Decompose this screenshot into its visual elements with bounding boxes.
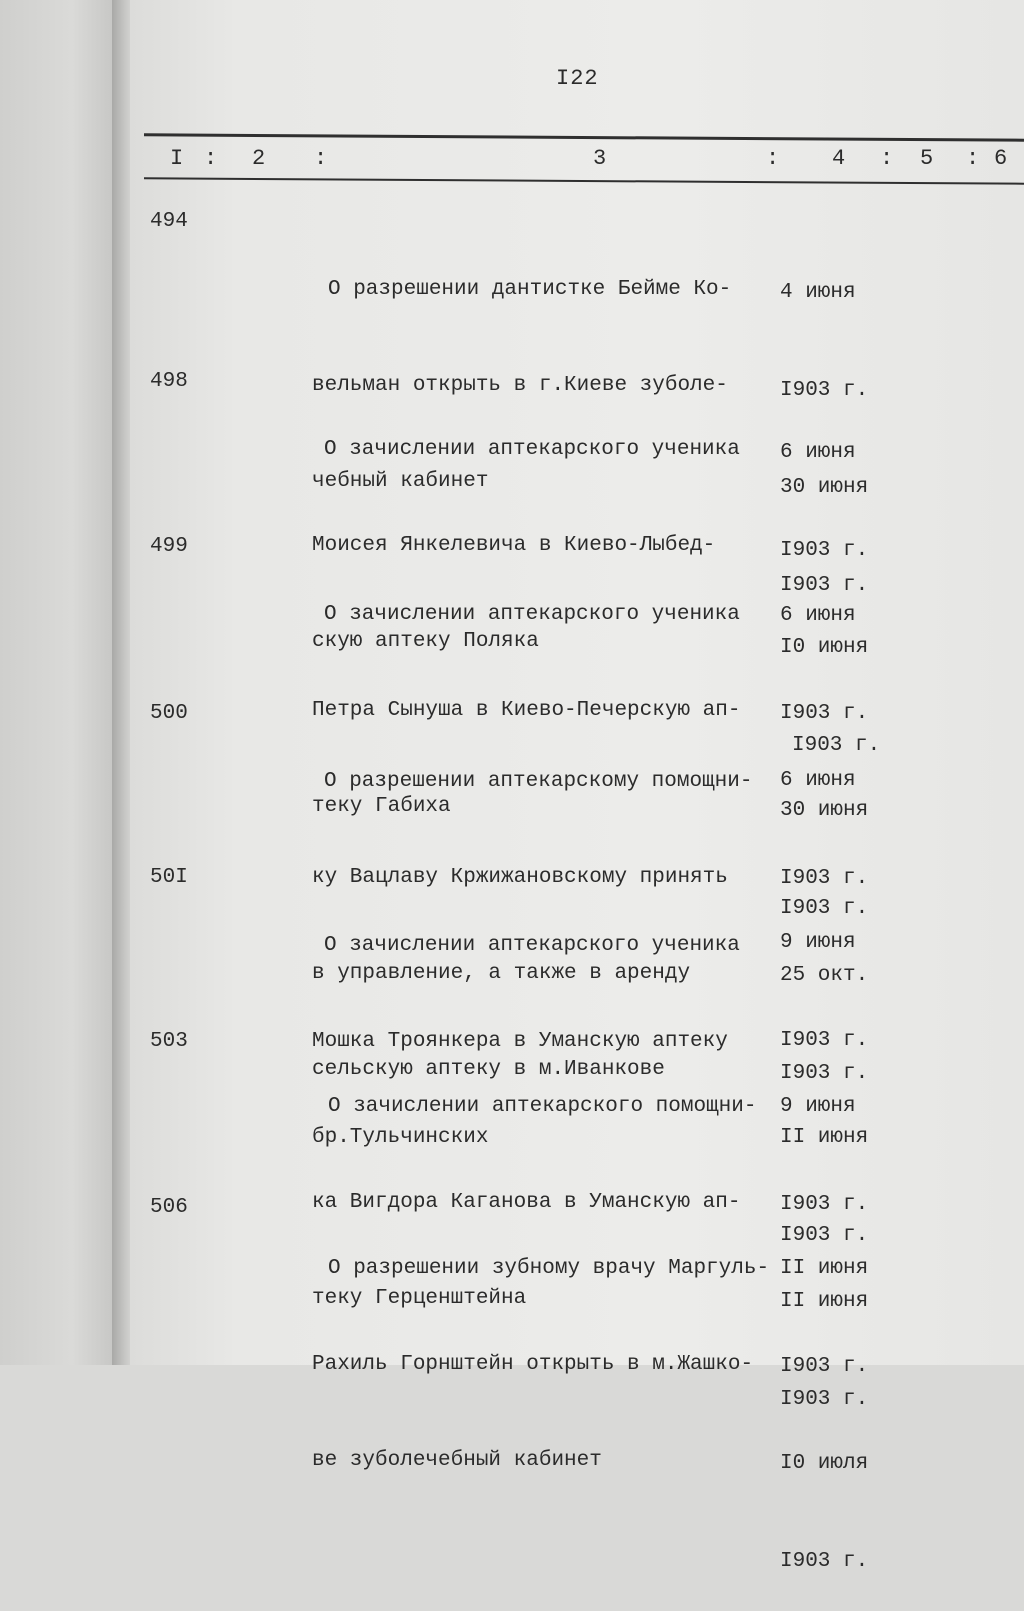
date-end: 30 июня [780, 476, 869, 499]
description-line: Рахиль Горнштейн открыть в м.Жашко- [312, 1353, 754, 1376]
description-line: сельскую аптеку в м.Иванкове [312, 1058, 665, 1081]
description-line: О разрешении зубному врачу Маргуль- [328, 1257, 770, 1280]
date-end-year: I903 г. [780, 1061, 869, 1085]
date-start-year: I903 г. [780, 1028, 869, 1052]
date-start-year: I903 г. [780, 1354, 869, 1378]
page-number: I22 [556, 66, 599, 91]
description-line: скую аптеку Поляка [312, 630, 539, 653]
description-line: О зачислении аптекарского ученика [324, 934, 740, 957]
date-start: 6 июня [780, 604, 856, 627]
column-header-separator: : [966, 146, 980, 171]
date-start-year: I903 г. [780, 538, 869, 562]
date-end: II июня [780, 1126, 869, 1149]
description-line: О зачислении аптекарского помощни- [328, 1095, 757, 1118]
description-line: бр.Тульчинских [312, 1126, 489, 1149]
column-header-separator: : [314, 146, 328, 171]
date-end-year: I903 г. [780, 896, 869, 920]
description-line: ка Вигдора Каганова в Уманскую ап- [312, 1191, 741, 1214]
column-header-separator: : [204, 146, 218, 171]
column-header-1: I [170, 146, 184, 171]
record-description [312, 1189, 782, 1509]
record-number: 500 [150, 702, 188, 725]
date-end-year: I903 г. [780, 573, 869, 597]
date-end: 30 июня [780, 799, 869, 822]
date-start: 6 июня [780, 769, 856, 792]
column-header-4: 4 [832, 146, 846, 171]
date-end: I0 июня [780, 636, 869, 659]
record-number: 503 [150, 1030, 188, 1053]
date-start: II июня [780, 1257, 869, 1280]
date-end-year: I903 г. [780, 1549, 869, 1573]
date-start: 9 июня [780, 1095, 856, 1118]
description-line: чебный кабинет [312, 470, 489, 493]
date-end: I0 июля [780, 1452, 869, 1475]
description-line: Петра Сынуша в Киево-Печерскую ап- [312, 699, 741, 722]
record-number: 498 [150, 370, 188, 393]
description-line: ку Вацлаву Кржижановскому принять [312, 866, 728, 889]
column-header-6: 6 [994, 146, 1008, 171]
date-start: 9 июня [780, 931, 856, 954]
date-start-year: I903 г. [780, 866, 869, 890]
description-line: теку Герценштейна [312, 1287, 527, 1310]
record-number: 50I [150, 866, 188, 889]
date-start: 4 июня [780, 281, 856, 304]
date-start: 6 июня [780, 441, 856, 464]
date-end: 25 окт. [780, 964, 869, 987]
description-line: в управление, а также в аренду [312, 962, 691, 985]
column-header-3: 3 [593, 146, 607, 171]
column-header-separator: : [880, 146, 894, 171]
record-number: 499 [150, 535, 188, 558]
adjacent-page-edge [0, 0, 120, 1365]
column-header-2: 2 [252, 146, 266, 171]
record-number: 506 [150, 1196, 188, 1219]
description-line: вельман открыть в г.Киеве зуболе- [312, 374, 728, 397]
description-line: Мошка Троянкера в Уманскую аптеку [312, 1030, 728, 1053]
date-end-year: I903 г. [780, 1387, 869, 1411]
date-start-year: I903 г. [780, 378, 869, 402]
description-line: ве зуболечебный кабинет [312, 1449, 602, 1472]
date-start-year: I903 г. [780, 701, 869, 725]
date-start-year: I903 г. [780, 1192, 869, 1216]
description-line: О разрешении аптекарскому помощни- [324, 770, 753, 793]
description-line: О разрешении дантистке Бейме Ко- [328, 278, 732, 301]
description-line: О зачислении аптекарского ученика [324, 438, 740, 461]
record-dates [780, 1188, 900, 1611]
description-line: теку Габиха [312, 795, 451, 818]
column-header-5: 5 [920, 146, 934, 171]
date-end-year: I903 г. [792, 733, 881, 757]
description-line: Моисея Янкелевича в Киево-Лыбед- [312, 534, 716, 557]
date-end: II июня [780, 1290, 869, 1313]
column-header-separator: : [766, 146, 780, 171]
record-number: 494 [150, 210, 188, 233]
description-line: О зачислении аптекарского ученика [324, 603, 740, 626]
date-end-year: I903 г. [780, 1223, 869, 1247]
